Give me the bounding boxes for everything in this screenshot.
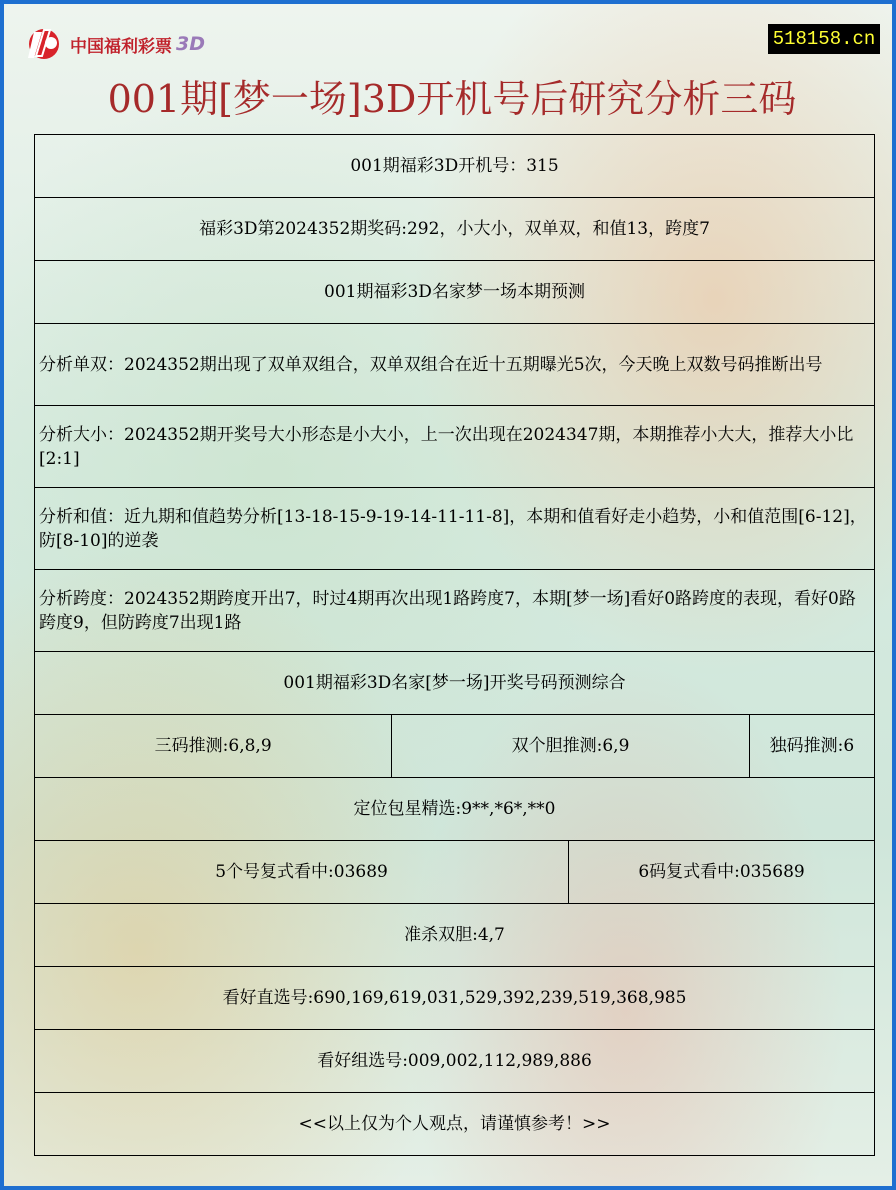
six-code: 6码复式看中:035689 [569, 841, 875, 904]
three-code: 三码推测:6,8,9 [35, 715, 392, 778]
kill-dan: 准杀双胆:4,7 [35, 904, 875, 967]
analysis-size: 分析大小：2024352期开奖号大小形态是小大小，上一次出现在2024347期，本期推荐小大大，推荐大小比[2:1] [35, 406, 875, 488]
disclaimer: <<以上仅为个人观点，请谨慎参考！>> [35, 1093, 875, 1156]
position-picks: 定位包星精选:9**,*6*,**0 [35, 778, 875, 841]
site-badge: 518158.cn [768, 24, 880, 54]
logo-text: 中国福利彩票 [70, 36, 172, 57]
logo-icon [22, 26, 66, 62]
logo-3d: 3D [176, 33, 205, 55]
analysis-span: 分析跨度：2024352期跨度开出7，时过4期再次出现1路跨度7，本期[梦一场]看好0路跨度的表现，看好0路跨度9，但防跨度7出现1路 [35, 570, 875, 652]
page-title: 001期[梦一场]3D开机号后研究分析三码 [107, 77, 797, 121]
direct-picks: 看好直选号:690,169,619,031,529,392,239,519,368,985 [35, 967, 875, 1030]
prediction-table [34, 134, 875, 1156]
lottery-logo [22, 26, 205, 62]
analysis-odd-even: 分析单双：2024352期出现了双单双组合，双单双组合在近十五期曝光5次，今天晚上双数号码推断出号 [35, 324, 875, 406]
single-code: 独码推测:6 [749, 715, 874, 778]
group-picks: 看好组选号:009,002,112,989,886 [35, 1030, 875, 1093]
five-code: 5个号复式看中:03689 [35, 841, 569, 904]
section-header: 001期福彩3D名家[梦一场]开奖号码预测综合 [35, 652, 875, 715]
double-dan: 双个胆推测:6,9 [392, 715, 749, 778]
section-header: 001期福彩3D名家梦一场本期预测 [35, 261, 875, 324]
previous-result: 福彩3D第2024352期奖码:292，小大小，双单双，和值13，跨度7 [35, 198, 875, 261]
analysis-sum: 分析和值：近九期和值趋势分析[13-18-15-9-19-14-11-11-8]，本期和值看好走小趋势，小和值范围[6-12]，防[8-10]的逆袭 [35, 488, 875, 570]
kaiji-number: 001期福彩3D开机号：315 [35, 135, 875, 198]
